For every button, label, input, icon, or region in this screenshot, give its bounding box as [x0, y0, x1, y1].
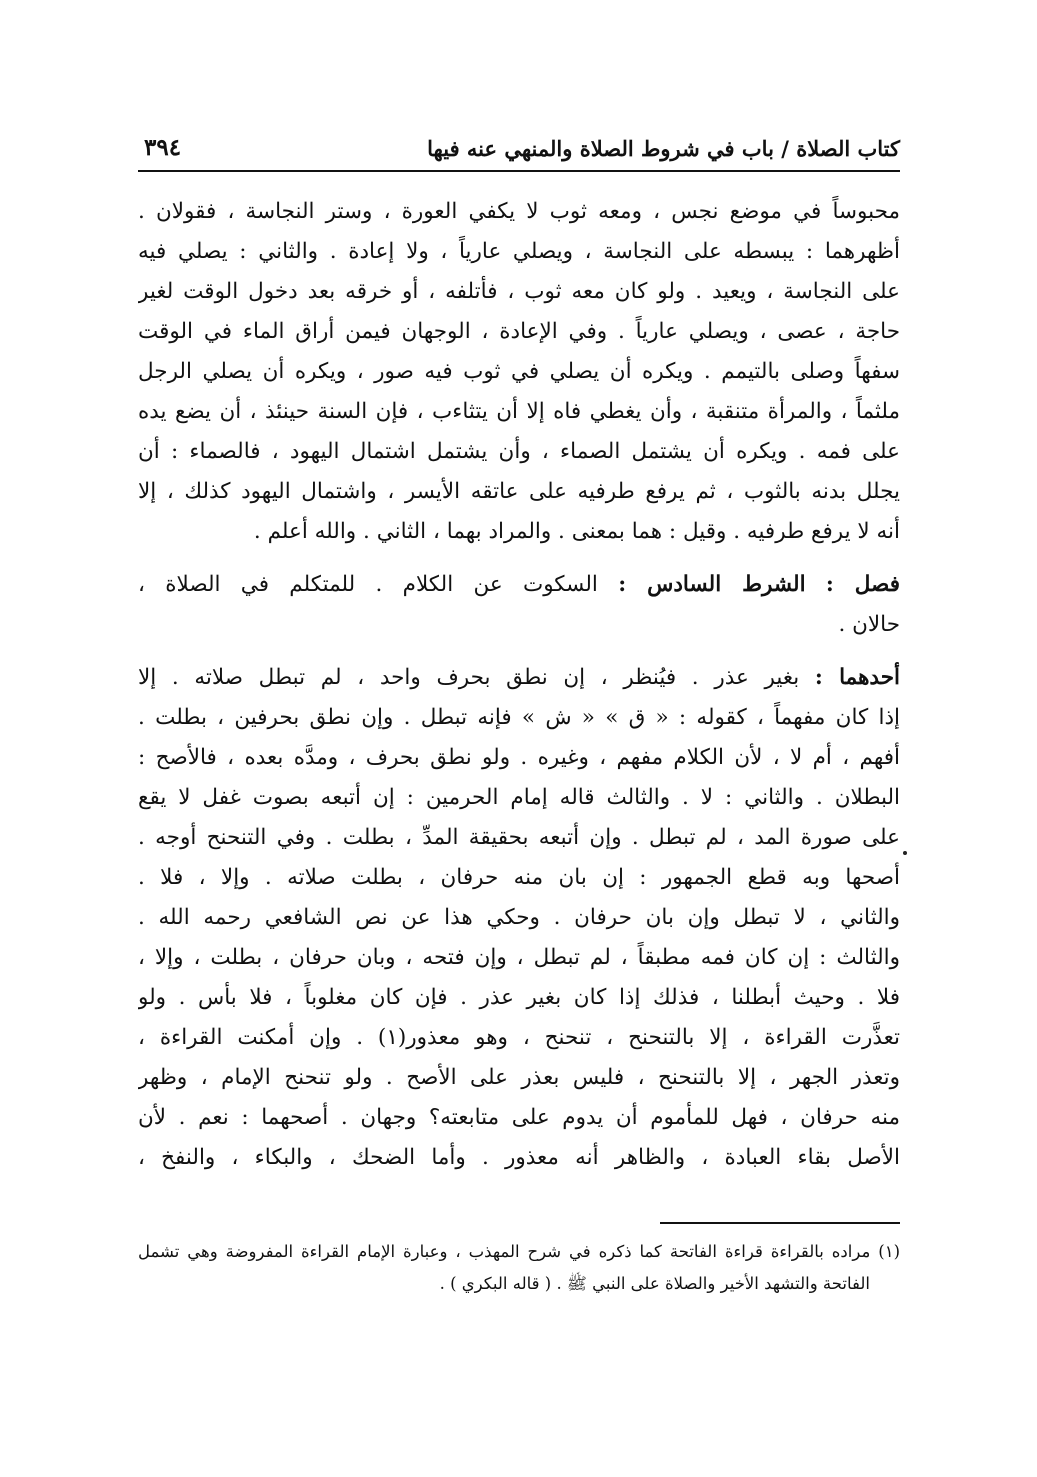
paragraph-2 [138, 658, 900, 1178]
text-line: حالان . [838, 612, 900, 637]
text-line: فلا . وحيث أبطلنا ، فذلك إذا كان بغير عذر . فإن كان مغلوباً ، فلا بأس . ولو [138, 985, 900, 1010]
lead-word: أحدهما : [814, 665, 900, 690]
text-line: أظهرهما : يبسطه على النجاسة ، ويصلي عارياً ، ولا إعادة . والثاني : يصلي فيه [138, 239, 900, 264]
text-line [138, 658, 900, 698]
running-title: كتاب الصلاة / باب في شروط الصلاة والمنهي عنه فيها [427, 136, 900, 161]
text-line: سفهاً وصلى بالتيمم . ويكره أن يصلي في ثوب فيه صور ، ويكره أن يصلي الرجل [138, 359, 900, 384]
footnote-line: (١) مراده بالقراءة قراءة الفاتحة كما ذكره في شرح المهذب ، وعبارة الإمام القراءة المفروضة وهي تشمل [138, 1242, 900, 1261]
text-line: أنه لا يرفع طرفيه . وقيل : هما بمعنى . والمراد بهما ، الثاني . والله أعلم . [253, 519, 900, 544]
text-line: منه حرفان ، فهل للمأموم أن يدوم على متابعته؟ وجهان . أصحهما : نعم . لأن [138, 1105, 900, 1130]
section-text: السكوت عن الكلام . للمتكلم في الصلاة ، [138, 572, 598, 597]
text-line: تعذَّرت القراءة ، إلا بالتنحنح ، تنحنح ، وهو معذور(١) . وإن أمكنت القراءة ، [138, 1025, 900, 1050]
section-heading [138, 565, 900, 645]
text-line: والثاني ، لا تبطل وإن بان حرفان . وحكي هذا عن نص الشافعي رحمه الله . [138, 905, 900, 930]
text-line: محبوساً في موضع نجس ، ومعه ثوب لا يكفي العورة ، وستر النجاسة ، فقولان . [138, 199, 900, 224]
footnote-rule [660, 1222, 900, 1224]
text-line: يجلل بدنه بالثوب ، ثم يرفع طرفيه على عاتقه الأيسر ، واشتمال اليهود كذلك ، إلا [138, 479, 900, 504]
paragraph-1 [138, 192, 900, 552]
footnotes [138, 1236, 900, 1300]
text-line: البطلان . والثاني : لا . والثالث قاله إمام الحرمين : إن أتبعه بصوت غفل لا يقع [138, 785, 900, 810]
header-rule [138, 170, 900, 172]
main-text [138, 192, 900, 1178]
text-line: إذا كان مفهماً ، كقوله : « ق » « ش » فإنه تبطل . وإن نطق بحرفين ، بطلت . [138, 705, 900, 730]
text-line: على صورة المد ، لم تبطل . وإن أتبعه بحقيقة المدِّ ، بطلت . وفي التنحنح أوجه . [138, 825, 900, 850]
text-line: أفهم ، أم لا ، لأن الكلام مفهم ، وغيره . ولو نطق بحرف ، ومدَّه بعده ، فالأصح : [138, 745, 900, 770]
lead-line-text: بغير عذر . فيُنظر ، إن نطق بحرف واحد ، لم تبطل صلاته . إلا [138, 665, 800, 690]
text-line: على النجاسة ، ويعيد . ولو كان معه ثوب ، فأتلفه ، أو خرقه بعد دخول الوقت لغير [138, 279, 900, 304]
text-line: ملثماً ، والمرأة متنقبة ، وأن يغطي فاه إلا أن يتثاءب ، فإن السنة حينئذ ، أن يضع يده [138, 399, 900, 424]
text-line: والثالث : إن كان فمه مطبقاً ، لم تبطل ، وإن فتحه ، وبان حرفان ، بطلت ، وإلا ، [138, 945, 900, 970]
section-label: فصل : [825, 572, 900, 597]
section-heading-line [138, 565, 900, 605]
text-line: وتعذر الجهر ، إلا بالتنحنح ، فليس بعذر على الأصح . ولو تنحنح الإمام ، وظهر [138, 1065, 900, 1090]
text-line: حاجة ، عصى ، ويصلي عارياً . وفي الإعادة ، الوجهان فيمن أراق الماء في الوقت [138, 319, 900, 344]
page-header [138, 128, 900, 172]
text-line: على فمه . ويكره أن يشتمل الصماء ، وأن يشتمل اشتمال اليهود ، فالصماء : أن [138, 439, 900, 464]
footnote-line: الفاتحة والتشهد الأخير والصلاة على النبي ﷺ . ( قاله البكري ) . [439, 1274, 870, 1293]
margin-speck [903, 851, 907, 855]
text-line: الأصل بقاء العبادة ، والظاهر أنه معذور . وأما الضحك ، والبكاء ، والنفخ ، [138, 1145, 900, 1170]
section-title: الشرط السادس : [618, 572, 806, 597]
text-line: أصحها وبه قطع الجمهور : إن بان منه حرفان ، بطلت صلاته . وإلا ، فلا . [138, 865, 900, 890]
page-number: ٣٩٤ [144, 134, 182, 161]
